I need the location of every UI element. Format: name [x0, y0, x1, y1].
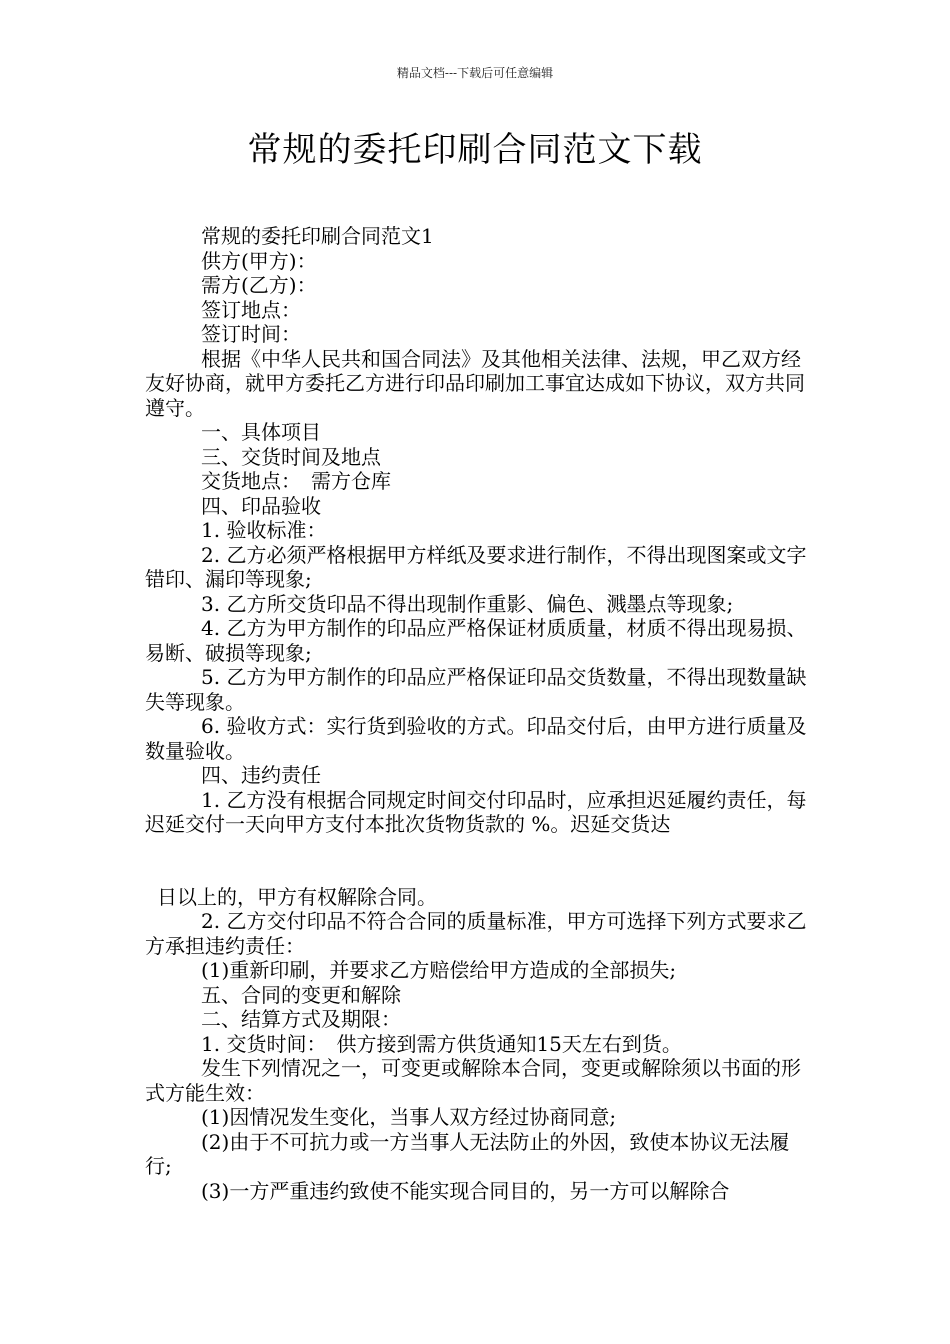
continuation-paragraph: 日以上的，甲方有权解除合同。 [157, 884, 437, 909]
paragraph: (1)重新印刷，并要求乙方赔偿给甲方造成的全部损失; [201, 958, 677, 982]
paragraph: 2. 乙方必须严格根据甲方样纸及要求进行制作，不得出现图案或文字错印、漏印等现象; [145, 542, 807, 591]
paragraph: 供方(甲方)： [201, 248, 317, 273]
paragraph: 1. 验收标准： [201, 518, 327, 542]
paragraph: 4. 乙方为甲方制作的印品应严格保证材质质量，材质不得出现易损、易断、破损等现象; [145, 616, 807, 665]
paragraph: 四、印品验收 [201, 493, 321, 518]
document-title: 常规的委托印刷合同范文下载 [247, 130, 703, 170]
paragraph: 5. 乙方为甲方制作的印品应严格保证印品交货数量，不得出现数量缺失等现象。 [145, 665, 807, 714]
paragraph: 签订地点： [201, 297, 301, 322]
paragraph: (1)因情况发生变化，当事人双方经过协商同意; [201, 1105, 617, 1129]
paragraph: 三、交货时间及地点 [201, 444, 381, 469]
document-body [145, 224, 807, 1203]
paragraph: 6. 验收方式：实行货到验收的方式。印品交付后，由甲方进行质量及数量验收。 [145, 714, 807, 763]
paragraph: 二、结算方式及期限： [201, 1007, 401, 1031]
paragraph: 交货地点： 需方仓库 [201, 469, 391, 493]
paragraph: 四、违约责任 [201, 763, 321, 787]
paragraph: 常规的委托印刷合同范文1 [201, 224, 434, 248]
header-note: 精品文档---下载后可任意编辑 [396, 66, 554, 80]
paragraph: (3)一方严重违约致使不能实现合同目的，另一方可以解除合 [201, 1178, 730, 1203]
paragraph: 发生下列情况之一，可变更或解除本合同，变更或解除须以书面的形式方能生效： [145, 1056, 801, 1105]
paragraph: 签订时间： [201, 322, 301, 346]
paragraph: 一、具体项目 [201, 420, 321, 444]
paragraph: 1. 乙方没有根据合同规定时间交付印品时，应承担迟延履约责任，每迟延交付一天向甲方支付本批次货物货款的 %。迟延交货达 [145, 787, 807, 836]
paragraph: 根据《中华人民共和国合同法》及其他相关法律、法规，甲乙双方经友好协商，就甲方委托乙方进行印品印刷加工事宜达成如下协议，双方共同遵守。 [145, 346, 805, 420]
paragraph: 2. 乙方交付印品不符合合同的质量标准，甲方可选择下列方式要求乙方承担违约责任： [145, 909, 807, 958]
paragraph: 需方(乙方)： [201, 273, 317, 297]
paragraph: 3. 乙方所交货印品不得出现制作重影、偏色、溅墨点等现象; [201, 591, 734, 616]
paragraph: (2)由于不可抗力或一方当事人无法防止的外因，致使本协议无法履行; [145, 1129, 790, 1178]
paragraph: 五、合同的变更和解除 [201, 982, 401, 1007]
paragraph: 1. 交货时间： 供方接到需方供货通知15天左右到货。 [201, 1031, 682, 1056]
page-gap [145, 837, 807, 885]
